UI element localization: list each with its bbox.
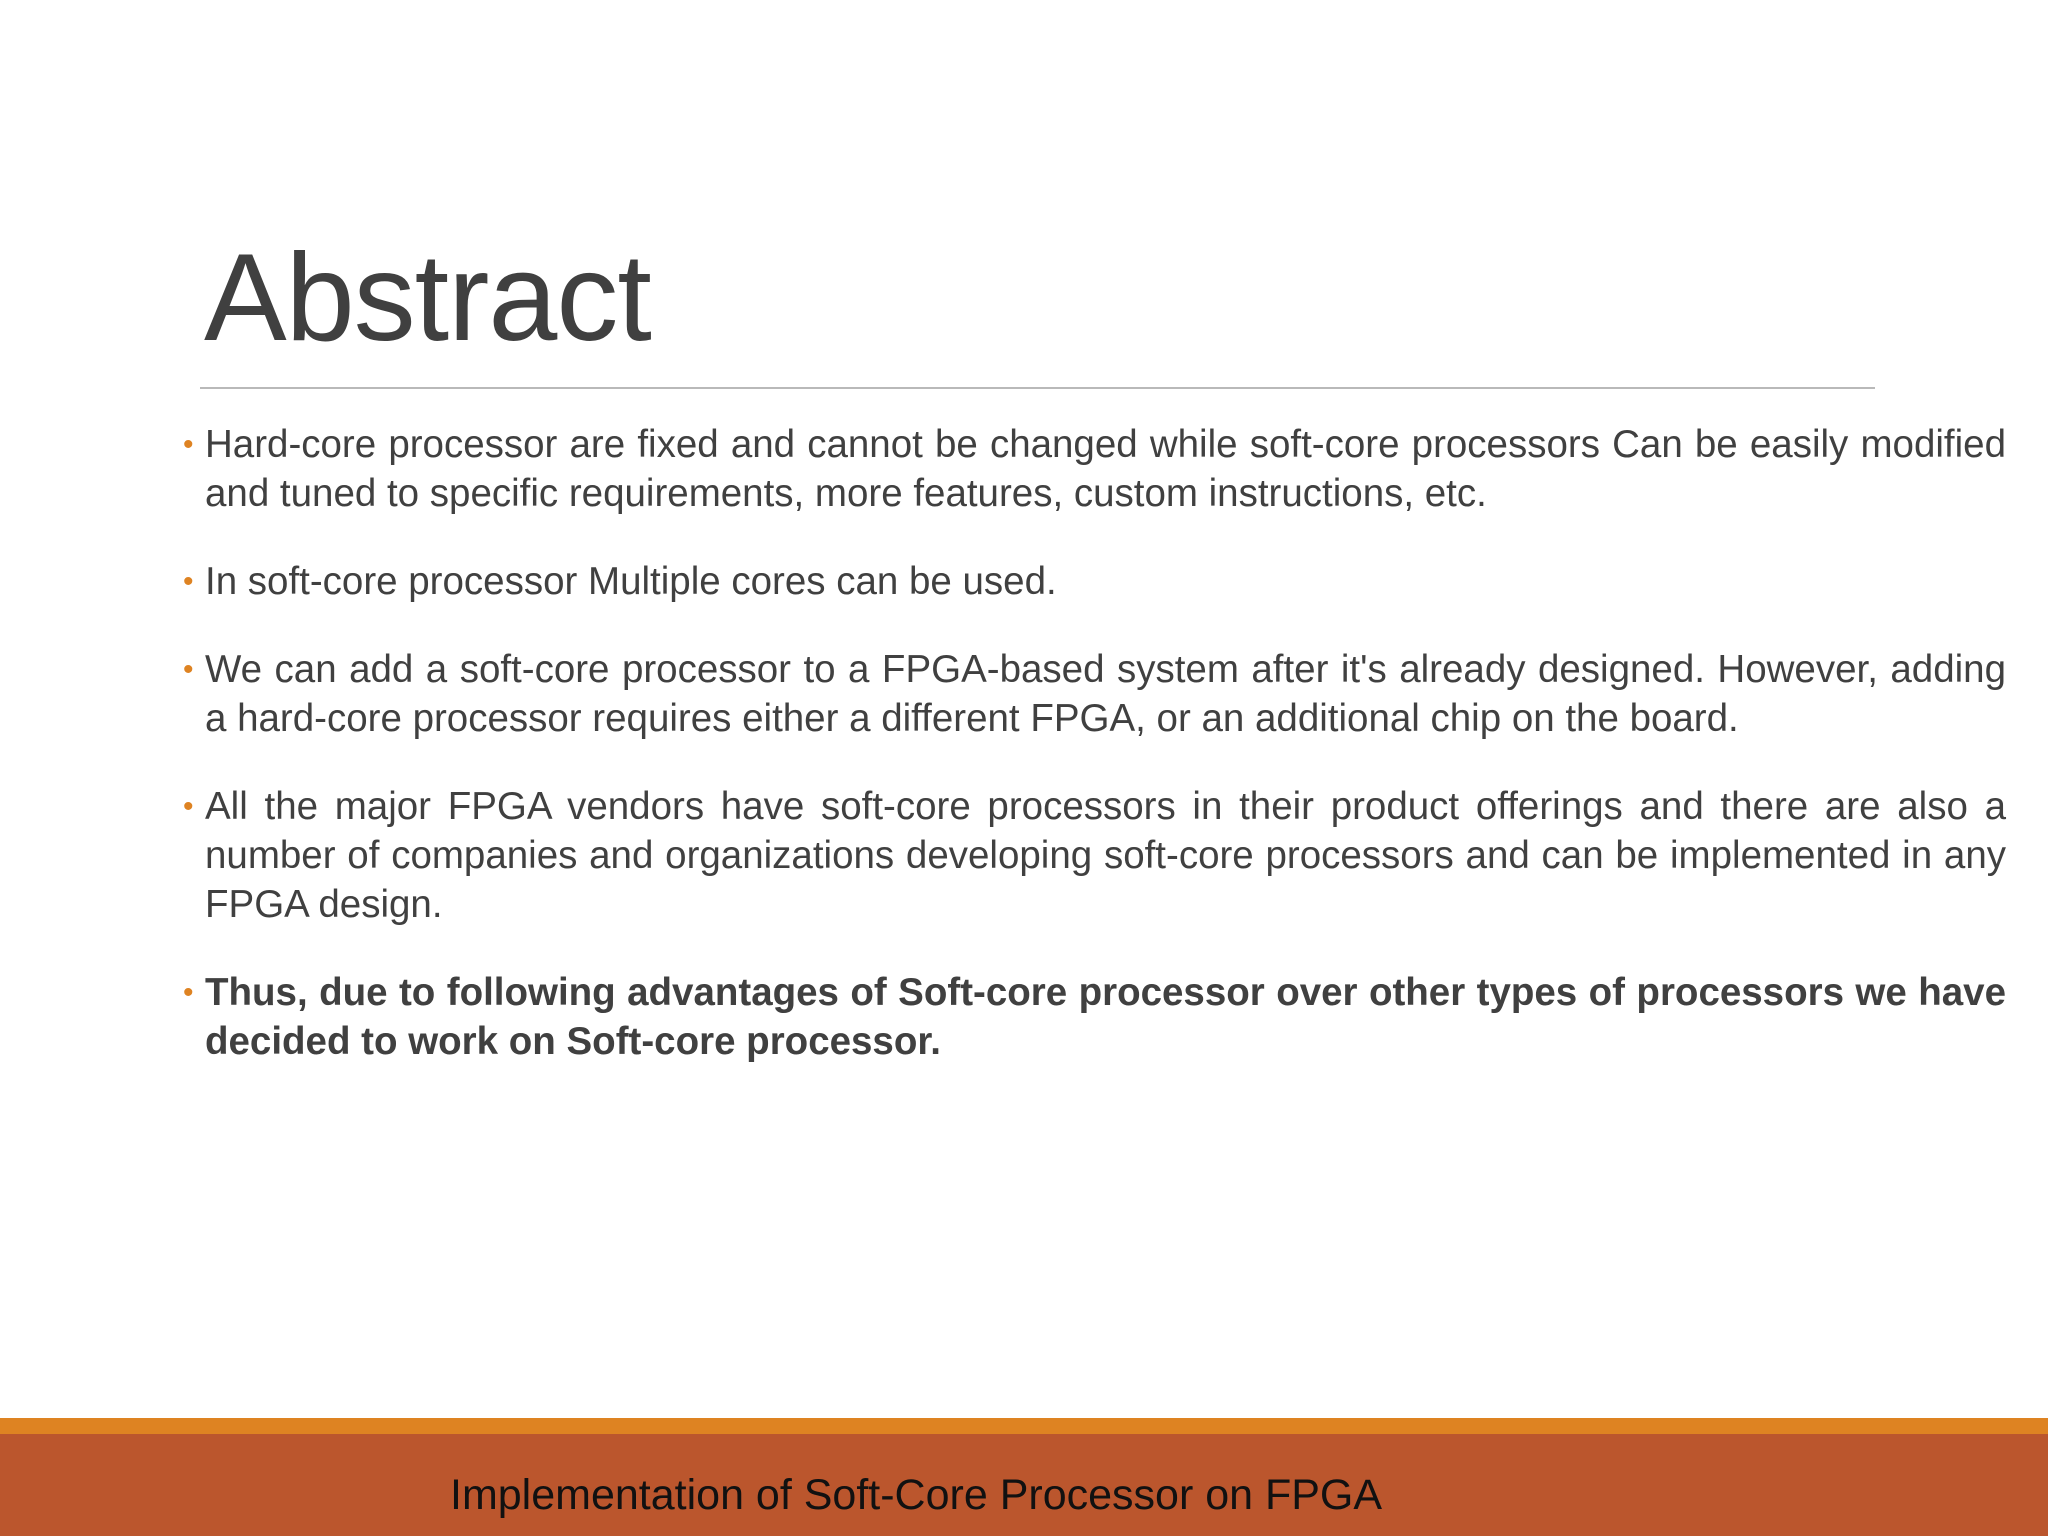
bullet-icon: • (183, 565, 194, 598)
bullet-icon: • (183, 428, 194, 461)
bullet-text: We can add a soft-core processor to a FPGA-based system after it's already designed. However, adding a hard-core processor requires either a different FPGA, or an additional chip on the board. (205, 648, 2006, 740)
bullet-icon: • (183, 653, 194, 686)
bullet-text: Thus, due to following advantages of Soft-core processor over other types of processors we have decided to work on Soft-core processor. (205, 971, 2006, 1063)
bullet-item-conclusion (183, 968, 2006, 1066)
bullet-icon: • (183, 790, 194, 823)
bullet-text: All the major FPGA vendors have soft-core processors in their product offerings and there are also a number of companies and organizations developing soft-core processors and can be implemented in any FPGA design. (205, 785, 2006, 926)
title-divider (200, 387, 1875, 389)
bullet-item (183, 557, 2006, 606)
bullet-item (183, 420, 2006, 518)
bullet-item (183, 645, 2006, 743)
bullet-item (183, 782, 2006, 929)
slide-title: Abstract (204, 229, 651, 367)
bullet-text: Hard-core processor are fixed and cannot be changed while soft-core processors Can be easily modified and tuned to specific requirements, more features, custom instructions, etc. (205, 423, 2006, 515)
bullet-text: In soft-core processor Multiple cores can be used. (205, 560, 1057, 603)
bullet-icon: • (183, 976, 194, 1009)
bullet-list (183, 420, 2006, 1105)
footer-title: Implementation of Soft-Core Processor on FPGA (450, 1471, 1383, 1519)
footer-accent-stripe (0, 1418, 2048, 1434)
